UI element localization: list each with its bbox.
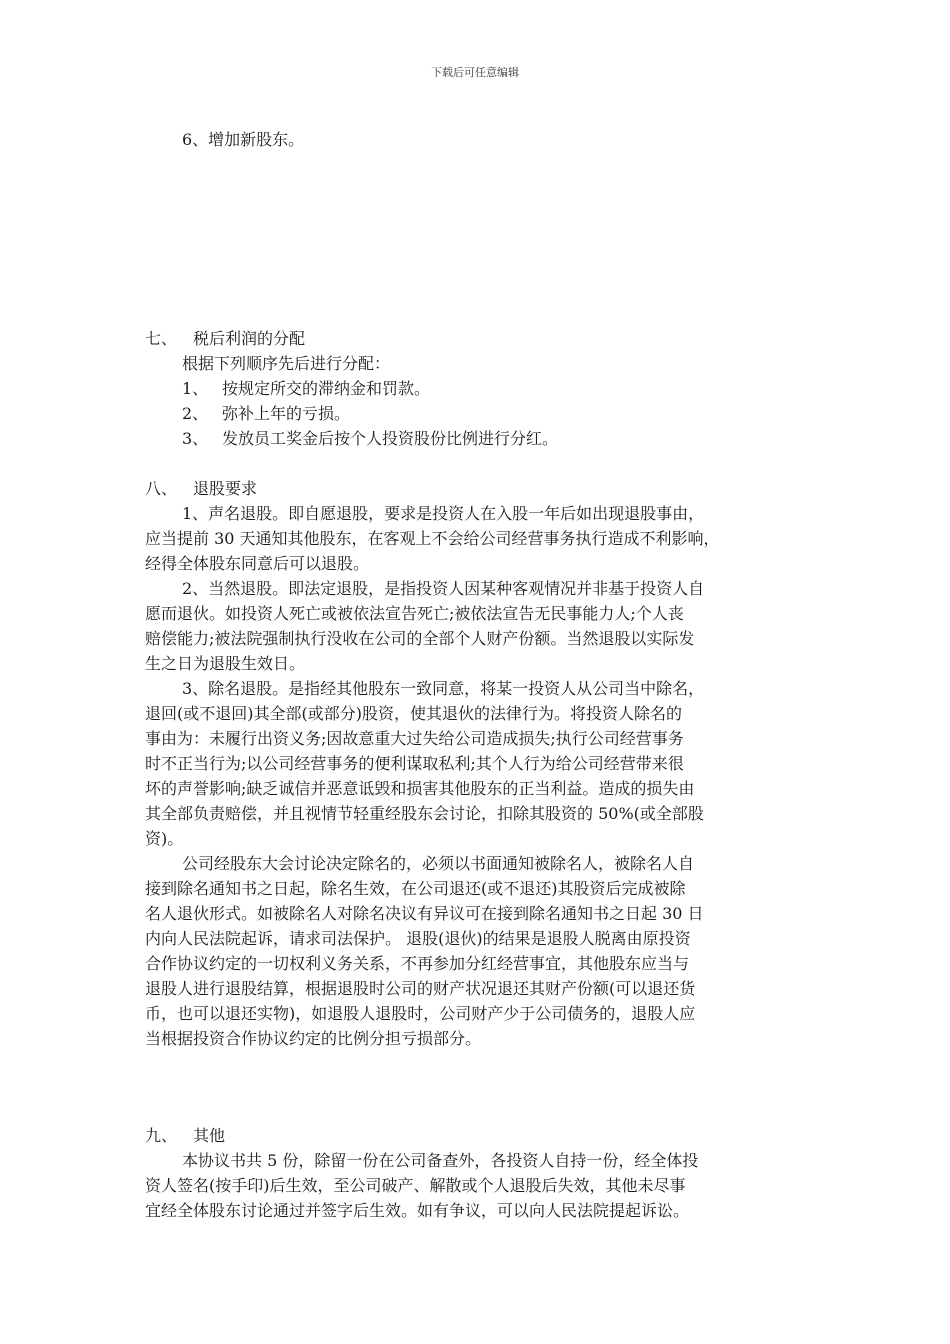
section-8-line: 生之日为退股生效日。 [145, 654, 306, 673]
section-8-line: 退回(或不退回)其全部(或部分)股资，使其退伙的法律行为。将投资人除名的 [145, 704, 682, 723]
section-9-heading [145, 1123, 225, 1148]
section-8-line: 事由为：未履行出资义务;因故意重大过失给公司造成损失;执行公司经营事务 [145, 729, 684, 748]
section-7-title: 税后利润的分配 [193, 329, 306, 348]
section-8-line: 名人退伙形式。如被除名人对除名决议有异议可在接到除名通知书之日起 30 日 [145, 904, 704, 923]
page-header: 下载后可任意编辑 [431, 66, 519, 79]
section-8-line: 经得全体股东同意后可以退股。 [145, 554, 370, 573]
section-7-item-1 [182, 376, 430, 401]
item-number: 2、 [182, 404, 209, 423]
section-8-line: 合作协议约定的一切权利义务关系，不再参加分红经营事宜，其他股东应当与 [145, 954, 690, 973]
section-8-line: 赔偿能力;被法院强制执行没收在公司的全部个人财产份额。当然退股以实际发 [145, 629, 695, 648]
section-8-line: 时不正当行为;以公司经营事务的便利谋取私利;其个人行为给公司经营带来很 [145, 754, 684, 773]
section-8-line: 公司经股东大会讨论决定除名的，必须以书面通知被除名人，被除名人自 [182, 854, 695, 873]
section-8-line: 2、当然退股。即法定退股，是指投资人因某种客观情况并非基于投资人自 [182, 579, 705, 598]
section-8-line: 应当提前 30 天通知其他股东，在客观上不会给公司经营事务执行造成不利影响， [145, 529, 720, 548]
section-7-intro: 根据下列顺序先后进行分配： [182, 354, 391, 373]
section-9-number: 九、 [145, 1126, 178, 1145]
section-8-line: 退股人进行退股结算，根据退股时公司的财产状况退还其财产份额(可以退还货 [145, 979, 696, 998]
section-7-number: 七、 [145, 329, 178, 348]
item-text: 发放员工奖金后按个人投资股份比例进行分红。 [222, 429, 559, 448]
section-7-item-2 [182, 401, 350, 426]
section-9-line: 宜经全体股东讨论通过并签字后生效。如有争议，可以向人民法院提起诉讼。 [145, 1201, 690, 1220]
section-8-line: 愿而退伙。如投资人死亡或被依法宣告死亡;被依法宣告无民事能力人;个人丧 [145, 604, 684, 623]
section-9-title: 其他 [193, 1126, 226, 1145]
section-9-line: 本协议书共 5 份，除留一份在公司备查外，各投资人自持一份，经全体投 [182, 1151, 699, 1170]
section-8-number: 八、 [145, 479, 178, 498]
section-8-line: 坏的声誉影响;缺乏诚信并恶意诋毁和损害其他股东的正当利益。造成的损失由 [145, 779, 695, 798]
section-8-line: 1、声名退股。即自愿退股，要求是投资人在入股一年后如出现退股事由， [182, 504, 705, 523]
item-number: 3、 [182, 429, 209, 448]
section-7-item-3 [182, 426, 558, 451]
section-8-line: 其全部负责赔偿，并且视情节轻重经股东会讨论，扣除其股资的 50%(或全部股 [145, 804, 704, 823]
section-8-line: 接到除名通知书之日起，除名生效，在公司退还(或不退还)其股资后完成被除 [145, 879, 686, 898]
item-6: 6、增加新股东。 [182, 130, 305, 149]
section-8-line: 币，也可以退还实物)，如退股人退股时，公司财产少于公司债务的，退股人应 [145, 1004, 696, 1023]
section-8-line: 资)。 [145, 829, 184, 848]
section-8-line: 当根据投资合作协议约定的比例分担亏损部分。 [145, 1029, 482, 1048]
section-8-line: 内向人民法院起诉，请求司法保护。 退股(退伙)的结果是退股人脱离由原投资 [145, 929, 691, 948]
item-text: 按规定所交的滞纳金和罚款。 [222, 379, 431, 398]
section-8-line: 3、除名退股。是指经其他股东一致同意，将某一投资人从公司当中除名， [182, 679, 705, 698]
item-number: 1、 [182, 379, 209, 398]
item-text: 弥补上年的亏损。 [222, 404, 351, 423]
section-9-line: 资人签名(按手印)后生效，至公司破产、解散或个人退股后失效，其他未尽事 [145, 1176, 686, 1195]
section-8-heading [145, 476, 257, 501]
section-7-heading [145, 326, 305, 351]
section-8-title: 退股要求 [193, 479, 258, 498]
